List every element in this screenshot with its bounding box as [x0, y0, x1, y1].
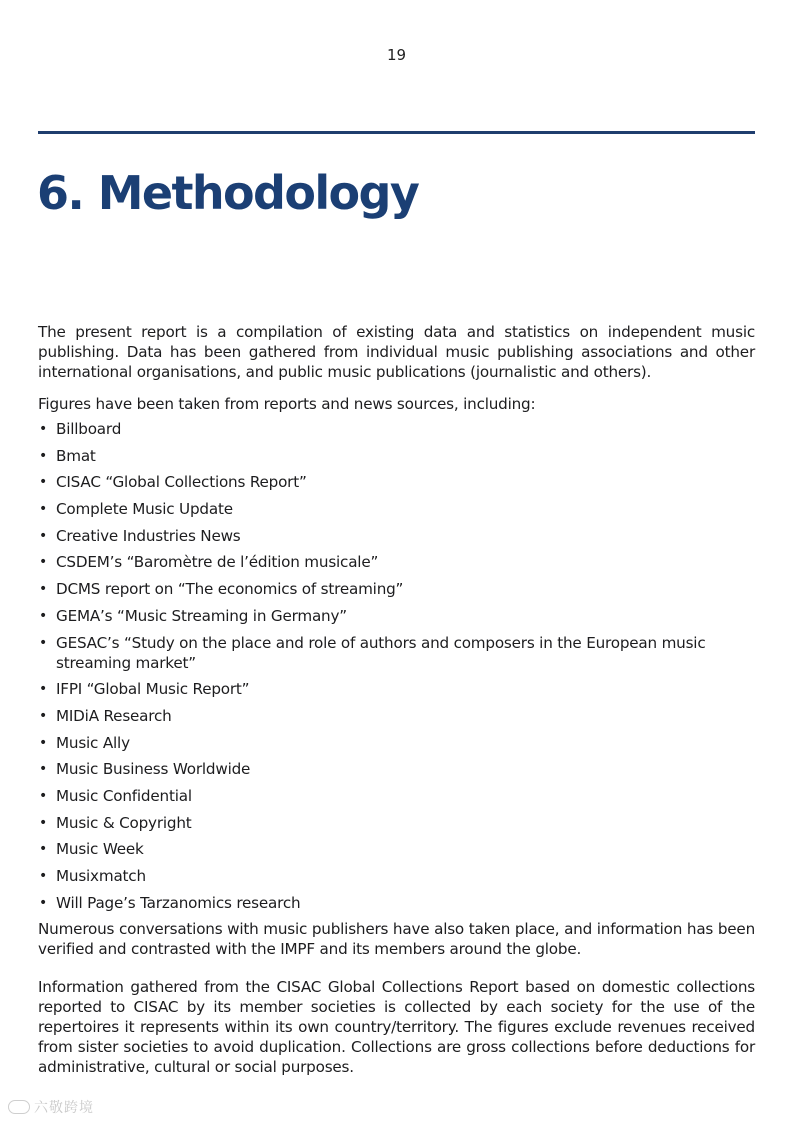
watermark-logo-icon [8, 1100, 30, 1114]
bullet-icon: • [39, 787, 48, 804]
list-item-text: Creative Industries News [56, 526, 241, 545]
watermark-text: 六敬跨境 [34, 1100, 94, 1116]
list-item-text: GEMA’s “Music Streaming in Germany” [56, 606, 347, 625]
cisac-paragraph: Information gathered from the CISAC Global Collections Report based on domestic collections reported to CISAC by its member societies is collected by each society for the use of the repertoires it represents within its own country/territory. The figures exclude revenues received from sister societies to avoid duplication. Collections are gross collections before deductions for administrative, cultural or social purposes. [38, 978, 755, 1077]
list-item [38, 633, 755, 673]
intro-paragraph: The present report is a compilation of existing data and statistics on independent music publishing. Data has been gathered from individual music publishing associations and other international organisations, and public music publications (journalistic and others). [38, 323, 755, 381]
list-item-text: Billboard [56, 420, 122, 438]
bullet-icon: • [39, 814, 48, 831]
list-item [38, 472, 755, 492]
conversations-paragraph: Numerous conversations with music publishers have also taken place, and information has been verified and contrasted with the IMPF and its members around the globe. [38, 920, 755, 959]
list-item [38, 839, 755, 859]
bullet-icon: • [39, 894, 48, 911]
watermark [8, 1097, 94, 1117]
list-item-text: Music Business Worldwide [56, 760, 251, 779]
bullet-icon: • [39, 707, 48, 724]
list-item [38, 526, 755, 546]
sources-list [38, 419, 755, 913]
list-item-text: Musixmatch [56, 867, 146, 885]
list-item-text: Complete Music Update [56, 500, 233, 519]
list-item-text: DCMS report on “The economics of streaming” [56, 580, 404, 599]
bullet-icon: • [39, 841, 48, 858]
list-item-text: GESAC’s “Study on the place and role of authors and composers in the European music streaming market” [56, 633, 706, 672]
list-item [38, 706, 755, 726]
list-item [38, 446, 755, 466]
page-number: 19 [386, 46, 407, 64]
list-item [38, 606, 755, 626]
list-item [38, 552, 755, 572]
bullet-icon: • [39, 447, 48, 464]
bullet-icon: • [39, 527, 48, 544]
list-item-text: Music Confidential [56, 786, 192, 805]
bullet-icon: • [39, 734, 48, 751]
list-item [38, 579, 755, 599]
bullet-icon: • [39, 681, 48, 698]
list-item [38, 679, 755, 699]
list-item [38, 419, 755, 439]
bullet-icon: • [39, 554, 48, 571]
list-item [38, 759, 755, 779]
list-item [38, 733, 755, 753]
bullet-icon: • [39, 634, 48, 651]
list-item [38, 813, 755, 833]
list-item-text: Music Ally [56, 733, 130, 752]
list-item-text: Music Week [56, 840, 144, 859]
bullet-icon: • [39, 474, 48, 491]
list-item-text: MIDiA Research [56, 706, 172, 725]
list-item [38, 786, 755, 806]
sources-lead-paragraph: Figures have been taken from reports and news sources, including: [38, 395, 536, 413]
bullet-icon: • [39, 581, 48, 598]
bullet-icon: • [39, 607, 48, 624]
header-rule [38, 131, 755, 134]
list-item-text: IFPI “Global Music Report” [56, 680, 250, 699]
list-item [38, 893, 755, 913]
bullet-icon: • [39, 421, 48, 437]
list-item [38, 866, 755, 886]
list-item-text: CISAC “Global Collections Report” [56, 473, 307, 492]
bullet-icon: • [39, 501, 48, 518]
list-item-text: Will Page’s Tarzanomics research [56, 893, 301, 912]
body-content [38, 322, 755, 1077]
list-item-text: CSDEM’s “Baromètre de l’édition musicale” [56, 553, 379, 572]
bullet-icon: • [39, 761, 48, 778]
list-item [38, 499, 755, 519]
list-item-text: Music & Copyright [56, 813, 192, 832]
list-item-text: Bmat [56, 446, 96, 465]
bullet-icon: • [39, 868, 48, 884]
page-title: 6. Methodology [37, 166, 419, 220]
